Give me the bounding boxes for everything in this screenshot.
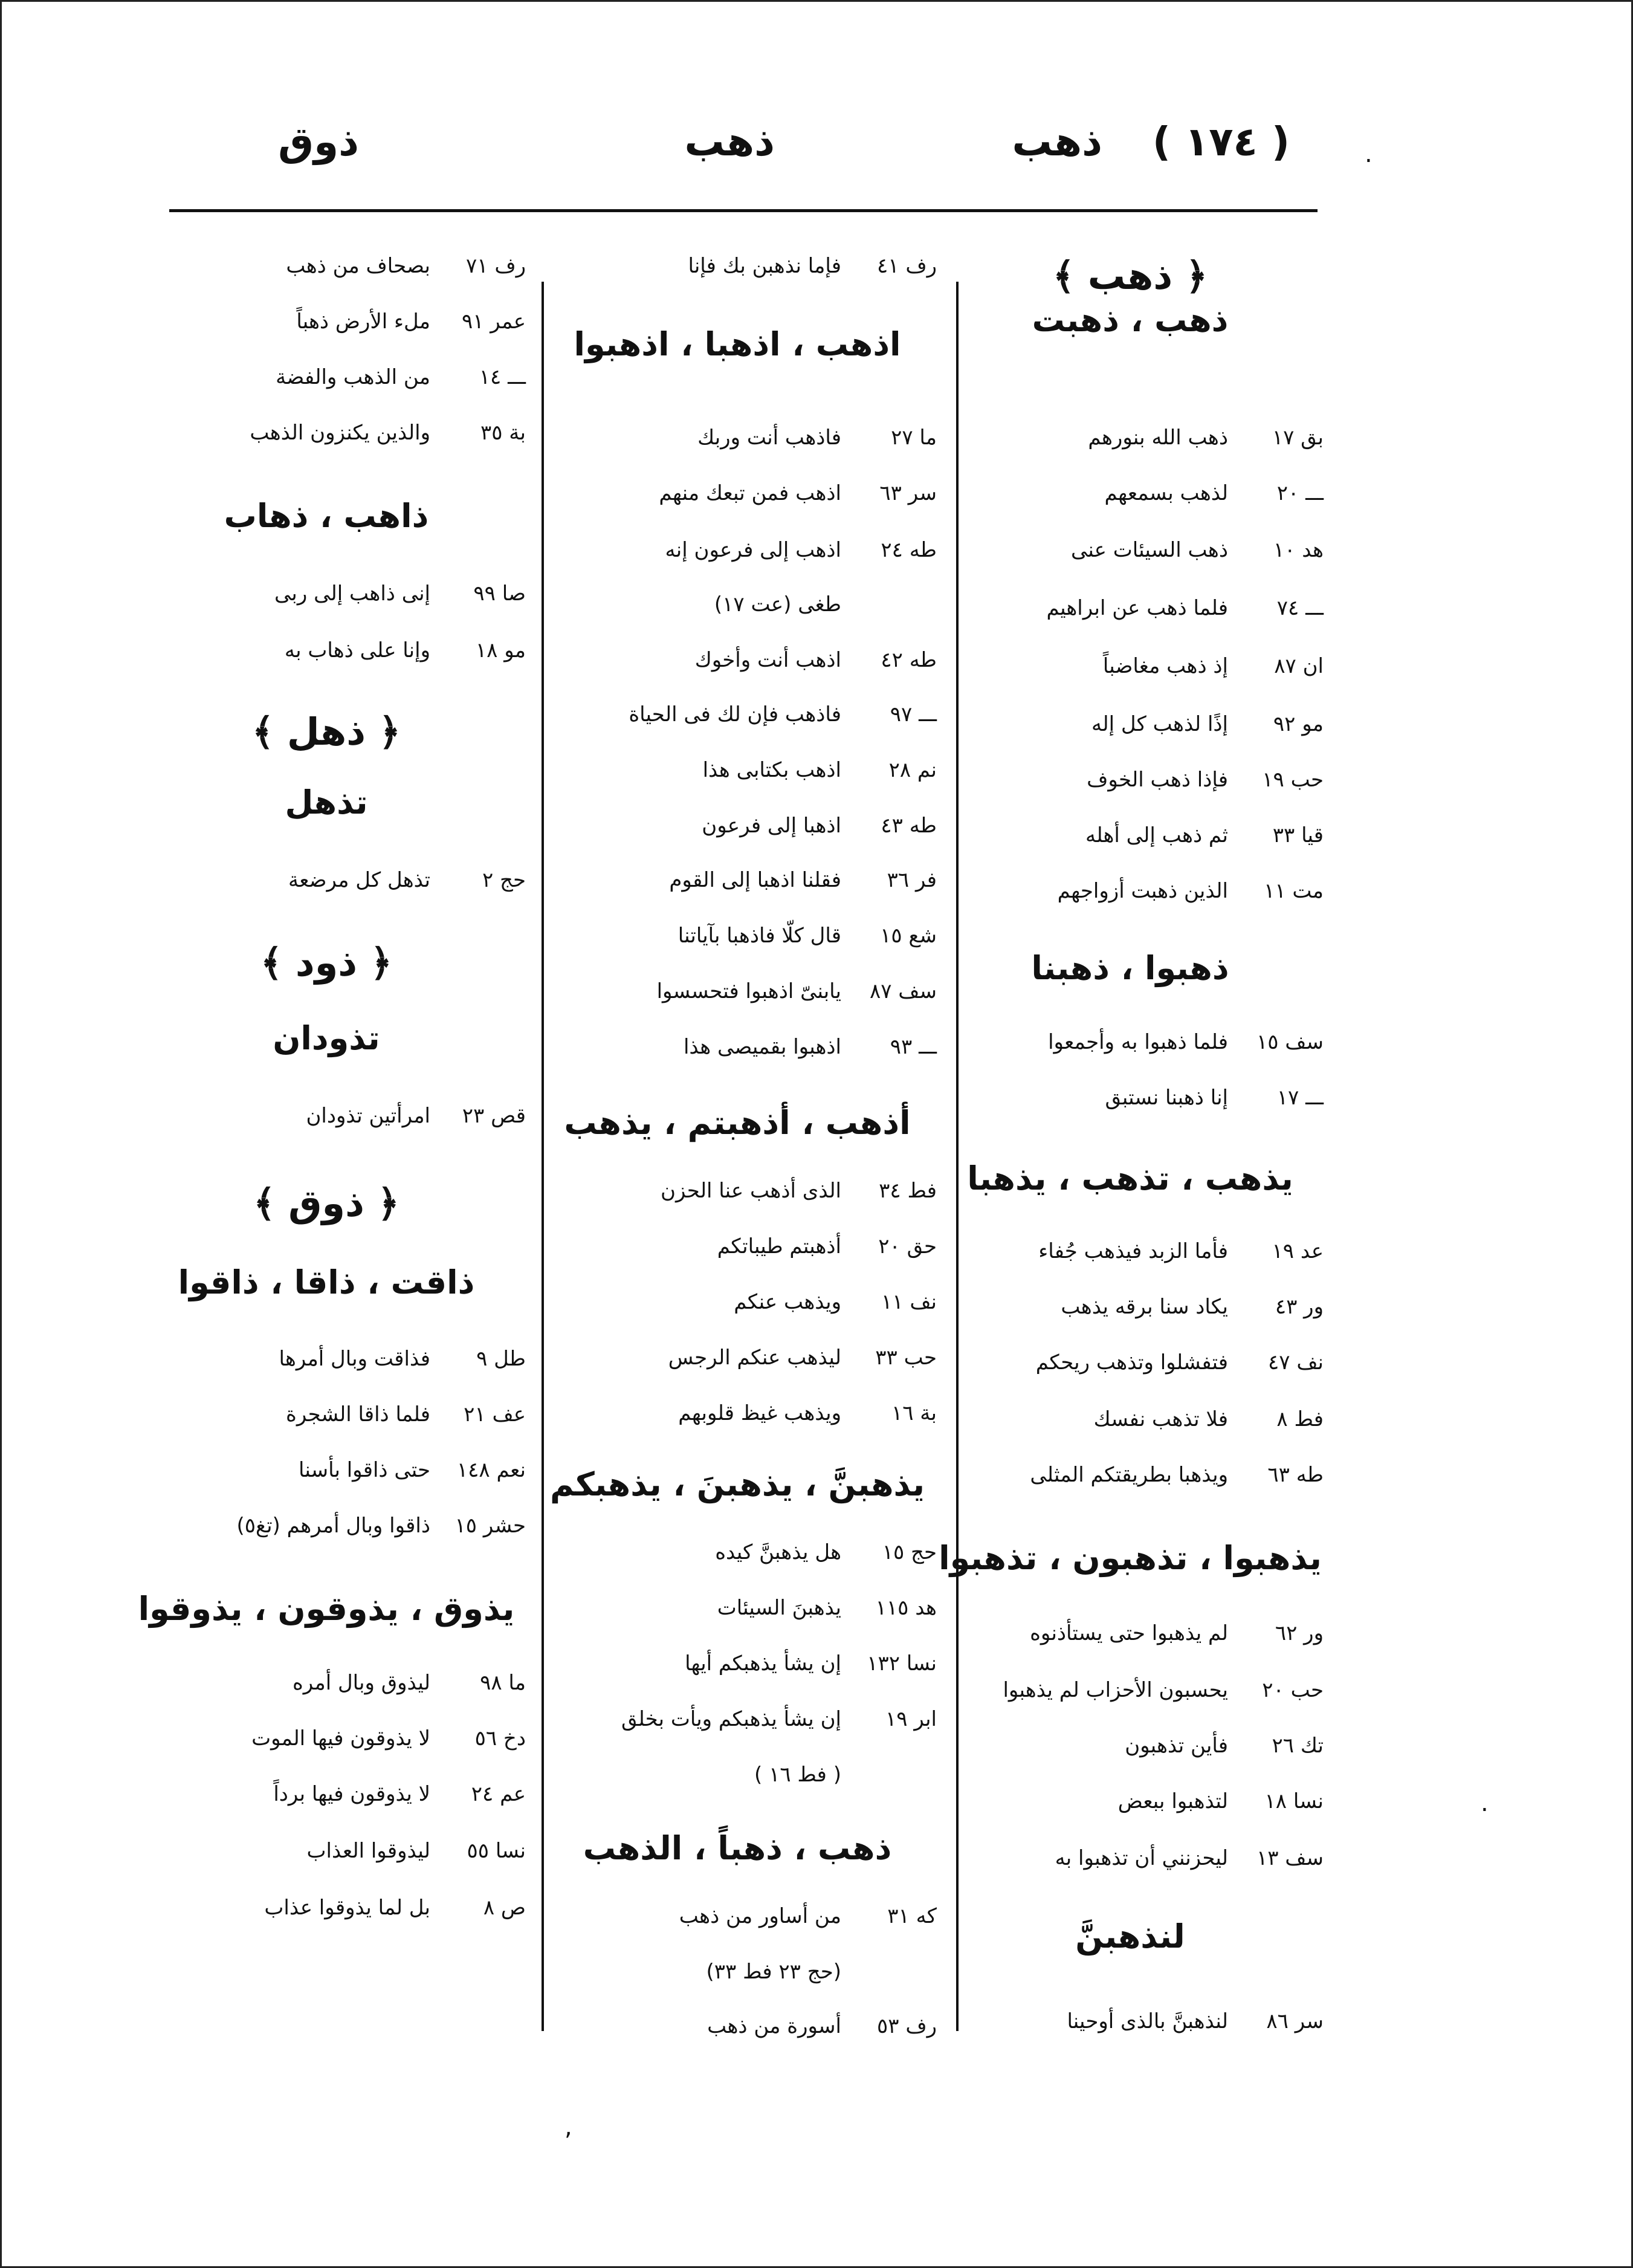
verse-reference: نم ٢٨ <box>888 758 937 782</box>
verse-text: فاذهب فإن لك فى الحياة <box>629 702 841 727</box>
verse-reference: سف ١٣ <box>1256 1846 1324 1870</box>
verse-text: إن يشأ يذهبكم أيها <box>685 1651 841 1676</box>
verse-reference: نسا ١٨ <box>1264 1789 1324 1813</box>
verse-reference: ـــ ٢٠ <box>1276 481 1324 505</box>
concordance-entry <box>538 979 937 1003</box>
verse-reference: ور ٤٣ <box>1275 1295 1324 1319</box>
concordance-entry <box>538 648 937 672</box>
verse-text: اذهب أنت وأخوك <box>694 648 841 672</box>
verse-text: لا يذوقون فيها برداً <box>273 1782 430 1806</box>
verse-reference: طه ٤٣ <box>881 814 937 838</box>
root-heading: ﴿ ذود ﴾ <box>260 941 392 985</box>
verse-reference: نسا ١٣٢ <box>867 1651 937 1676</box>
concordance-entry <box>127 1896 526 1920</box>
verse-reference: حق ٢٠ <box>878 1234 937 1259</box>
concordance-entry <box>937 823 1324 847</box>
verse-reference: نف ٤٧ <box>1268 1350 1324 1375</box>
verse-reference: عم ٢٤ <box>471 1782 526 1806</box>
verse-text: ليذهب عنكم الرجس <box>668 1346 841 1370</box>
verse-reference: تك ٢٦ <box>1272 1734 1324 1758</box>
verse-reference: سف ٨٧ <box>869 979 937 1003</box>
verse-reference: طه ٤٢ <box>881 648 937 672</box>
verse-text: فأما الزبد فيذهب جُفاء <box>1038 1239 1228 1263</box>
verse-text: فقلنا اذهبا إلى القوم <box>669 868 841 892</box>
form-heading: لنذهبنَّ <box>1075 1917 1185 1955</box>
verse-reference: بة ٣٥ <box>480 421 526 445</box>
root-heading: ﴿ ذهل ﴾ <box>252 710 401 754</box>
verse-text: اذهب إلى فرعون إنه <box>665 538 841 562</box>
verse-reference: ابر ١٩ <box>885 1707 937 1731</box>
verse-reference: مت ١١ <box>1264 879 1324 903</box>
header-root-center: ذهب <box>684 118 775 165</box>
verse-reference: شع ١٥ <box>880 924 937 948</box>
verse-reference: طل ٩ <box>476 1347 526 1371</box>
verse-reference: حج ٢ <box>482 868 526 892</box>
verse-reference: كه ٣١ <box>887 1904 937 1928</box>
concordance-entry <box>127 638 526 663</box>
header-rule <box>169 209 1318 212</box>
verse-text: ثم ذهب إلى أهله <box>1085 823 1228 847</box>
verse-text: امرأتين تذودان <box>306 1104 430 1128</box>
concordance-entry <box>127 1839 526 1863</box>
verse-text: يذهبنَ السيئات <box>717 1596 841 1620</box>
verse-text: فأين تذهبون <box>1125 1734 1228 1758</box>
verse-text: بل لما يذوقوا عذاب <box>264 1896 430 1920</box>
concordance-entry <box>127 1347 526 1371</box>
concordance-entry <box>937 538 1324 562</box>
verse-reference: عمر ٩١ <box>461 309 526 334</box>
verse-reference: حب ١٩ <box>1262 768 1324 792</box>
concordance-entry <box>538 924 937 948</box>
verse-text: يكاد سنا برقه يذهب <box>1061 1295 1228 1319</box>
verse-reference: حب ٣٣ <box>875 1346 937 1370</box>
verse-reference: ما ٢٧ <box>891 426 937 450</box>
form-heading: أذهب ، أذهبتم ، يذهب <box>564 1104 911 1142</box>
verse-text: فإما نذهبن بك فإنا <box>688 254 841 278</box>
concordance-entry <box>937 1239 1324 1263</box>
concordance-entry <box>127 868 526 892</box>
concordance-entry <box>127 421 526 445</box>
verse-text: ويذهب عنكم <box>734 1290 841 1314</box>
verse-reference: رف ٥٣ <box>876 2014 937 2038</box>
concordance-entry <box>937 426 1324 450</box>
concordance-entry <box>127 1782 526 1806</box>
verse-reference: ـــ ١٧ <box>1276 1086 1324 1110</box>
verse-reference: نعم ١٤٨ <box>456 1458 526 1482</box>
verse-text: بصحاف من ذهب <box>286 254 430 278</box>
entry-continuation: (حج ٢٣ فط ٣٣) <box>706 1960 841 1984</box>
verse-reference: رف ٧١ <box>465 254 526 278</box>
verse-reference: سف ١٥ <box>1256 1030 1324 1054</box>
verse-reference: رف ٤١ <box>876 254 937 278</box>
concordance-entry <box>937 1846 1324 1870</box>
verse-text: فتفشلوا وتذهب ريحكم <box>1035 1350 1228 1375</box>
verse-reference: قيا ٣٣ <box>1272 823 1324 847</box>
concordance-entry <box>538 481 937 505</box>
verse-text: ذهب الله بنورهم <box>1088 426 1228 450</box>
concordance-entry <box>538 1346 937 1370</box>
verse-text: أسورة من ذهب <box>707 2014 841 2038</box>
concordance-entry <box>538 1290 937 1314</box>
verse-text: حتى ذاقوا بأسنا <box>298 1458 430 1482</box>
verse-reference: ور ٦٢ <box>1275 1621 1324 1645</box>
concordance-entry <box>127 1402 526 1427</box>
concordance-entry <box>538 1707 937 1731</box>
verse-text: إذًا لذهب كل إله <box>1091 712 1228 736</box>
verse-reference: مو ٩٢ <box>1273 712 1324 736</box>
verse-text: ليحزنني أن تذهبوا به <box>1055 1846 1228 1870</box>
concordance-entry <box>127 1104 526 1128</box>
verse-text: اذهب بكتابى هذا <box>702 758 841 782</box>
verse-text: إن يشأ يذهبكم ويأت بخلق <box>621 1707 841 1731</box>
concordance-entry <box>937 654 1324 678</box>
verse-text: الذين ذهبت أزواجهم <box>1057 879 1228 903</box>
form-heading: يذهبوا ، تذهبون ، تذهبوا <box>939 1539 1322 1577</box>
concordance-entry <box>937 596 1324 620</box>
concordance-entry <box>538 1035 937 1059</box>
verse-reference: ـــ ٩٧ <box>890 702 937 727</box>
verse-reference: سر ٦٣ <box>879 481 937 505</box>
verse-reference: مو ١٨ <box>475 638 526 663</box>
concordance-entry <box>538 758 937 782</box>
verse-reference: عف ٢١ <box>464 1402 526 1427</box>
verse-reference: هد ١١٥ <box>875 1596 937 1620</box>
concordance-entry <box>538 1179 937 1203</box>
concordance-entry <box>937 2009 1324 2033</box>
concordance-entry <box>127 254 526 278</box>
verse-reference: حب ٢٠ <box>1262 1678 1324 1702</box>
verse-reference: فر ٣٦ <box>887 868 937 892</box>
verse-text: ليذوقوا العذاب <box>306 1839 430 1863</box>
verse-text: يابنىّ اذهبوا فتحسسوا <box>656 979 841 1003</box>
entry-continuation: ( فط ١٦ ) <box>754 1763 841 1787</box>
concordance-entry <box>127 1458 526 1482</box>
form-heading: يذهب ، تذهب ، يذهبا <box>967 1159 1293 1197</box>
verse-text: لذهب بسمعهم <box>1104 481 1228 505</box>
verse-text: إنا ذهبنا نستبق <box>1105 1086 1228 1110</box>
verse-text: فلما ذهب عن ابراهيم <box>1046 596 1228 620</box>
verse-reference: بق ١٧ <box>1272 426 1324 450</box>
concordance-entry <box>937 1678 1324 1702</box>
verse-text: والذين يكنزون الذهب <box>250 421 430 445</box>
concordance-entry <box>127 582 526 606</box>
concordance-entry <box>538 1651 937 1676</box>
verse-text: من أساور من ذهب <box>679 1904 841 1928</box>
concordance-entry <box>127 1726 526 1751</box>
verse-text: فاذهب أنت وربك <box>697 426 841 450</box>
form-heading: يذهبنَّ ، يذهبنَ ، يذهبكم <box>549 1465 925 1503</box>
margin-mark: . <box>1365 140 1373 168</box>
concordance-entry <box>937 1789 1324 1813</box>
verse-text: لم يذهبوا حتى يستأذنوه <box>1030 1621 1228 1645</box>
concordance-entry <box>538 868 937 892</box>
concordance-entry <box>538 1234 937 1259</box>
root-heading: ﴿ ذهب ﴾ <box>1052 254 1208 298</box>
verse-text: أذهبتم طيباتكم <box>717 1234 841 1259</box>
concordance-entry <box>937 1350 1324 1375</box>
concordance-entry <box>127 1671 526 1695</box>
form-heading: ذهبوا ، ذهبنا <box>1031 949 1229 987</box>
verse-text: إذ ذهب مغاضباً <box>1102 654 1228 678</box>
concordance-entry <box>538 1596 937 1620</box>
concordance-entry <box>937 1463 1324 1487</box>
concordance-entry <box>937 1030 1324 1054</box>
verse-reference: ان ٨٧ <box>1274 654 1324 678</box>
verse-reference: فط ٣٤ <box>879 1179 937 1203</box>
verse-text: قال كلّا فاذهبا بآياتنا <box>677 924 841 948</box>
verse-text: الذى أذهب عنا الحزن <box>661 1179 841 1203</box>
concordance-entry <box>937 1621 1324 1645</box>
concordance-entry <box>937 1086 1324 1110</box>
concordance-entry <box>538 2014 937 2038</box>
concordance-entry <box>937 712 1324 736</box>
verse-reference: ص ٨ <box>483 1896 526 1920</box>
verse-reference: ـــ ١٤ <box>479 365 526 389</box>
verse-text: اذهبوا بقميصى هذا <box>683 1035 841 1059</box>
concordance-entry <box>538 702 937 727</box>
verse-reference: حج ١٥ <box>882 1540 937 1564</box>
verse-reference: ما ٩٨ <box>480 1671 526 1695</box>
verse-text: اذهب فمن تبعك منهم <box>659 481 841 505</box>
form-heading: يذوق ، يذوقون ، يذوقوا <box>138 1590 515 1628</box>
verse-text: لنذهبنَّ بالذى أوحينا <box>1067 2009 1228 2033</box>
margin-mark: , <box>564 2113 572 2141</box>
verse-text: ويذهب غيظ قلوبهم <box>678 1401 841 1425</box>
verse-text: ويذهبا بطريقتكم المثلى <box>1030 1463 1228 1487</box>
concordance-entry <box>127 365 526 389</box>
verse-reference: فط ٨ <box>1276 1407 1324 1431</box>
verse-text: يحسبون الأحزاب لم يذهبوا <box>1003 1678 1228 1702</box>
verse-reference: نسا ٥٥ <box>467 1839 526 1863</box>
form-heading: تذودان <box>273 1019 380 1057</box>
page-number: ( ١٧٤ ) <box>1152 118 1290 165</box>
verse-reference: طه ٢٤ <box>881 538 937 562</box>
concordance-entry <box>127 309 526 334</box>
concordance-entry <box>538 1540 937 1564</box>
verse-text: اذهبا إلى فرعون <box>702 814 841 838</box>
concordance-entry <box>538 1401 937 1425</box>
verse-reference: طه ٦٣ <box>1267 1463 1324 1487</box>
verse-text: فلما ذهبوا به وأجمعوا <box>1048 1030 1228 1054</box>
verse-text: ذهب السيئات عنى <box>1071 538 1228 562</box>
margin-mark: . <box>1481 1789 1489 1817</box>
verse-text: تذهل كل مرضعة <box>288 868 430 892</box>
form-heading: ذاهب ، ذهاب <box>224 497 429 535</box>
concordance-entry <box>937 768 1324 792</box>
concordance-entry <box>937 481 1324 505</box>
concordance-entry <box>538 254 937 278</box>
verse-text: فلا تذهب نفسك <box>1093 1407 1228 1431</box>
verse-reference: ـــ ٩٣ <box>890 1035 937 1059</box>
verse-text: من الذهب والفضة <box>276 365 430 389</box>
verse-text: إنى ذاهب إلى ربى <box>274 582 430 606</box>
verse-reference: عد ١٩ <box>1272 1239 1324 1263</box>
verse-reference: نف ١١ <box>881 1290 937 1314</box>
verse-text: ليذوق وبال أمره <box>292 1671 430 1695</box>
verse-text: لا يذوقون فيها الموت <box>251 1726 430 1751</box>
verse-reference: ـــ ٧٤ <box>1276 596 1324 620</box>
concordance-entry <box>937 879 1324 903</box>
header-root-left: ذوق <box>278 118 359 165</box>
entry-continuation: طغى (عت ١٧) <box>714 592 841 617</box>
verse-text: وإنا على ذهاب به <box>284 638 430 663</box>
form-heading: ذهب ، ذهباً ، الذهب <box>583 1829 892 1867</box>
verse-text: فإذا ذهب الخوف <box>1087 768 1228 792</box>
verse-reference: صا ٩٩ <box>473 582 526 606</box>
concordance-entry <box>937 1734 1324 1758</box>
verse-text: ملء الأرض ذهباً <box>296 309 430 334</box>
concordance-entry <box>538 538 937 562</box>
concordance-entry <box>937 1407 1324 1431</box>
verse-text: ذاقوا وبال أمرهم (تغ٥) <box>236 1514 430 1538</box>
verse-reference: سر ٨٦ <box>1266 2009 1324 2033</box>
form-heading: اذهب ، اذهبا ، اذهبوا <box>574 325 901 363</box>
concordance-entry <box>937 1295 1324 1319</box>
form-heading: ذهب ، ذهبت <box>1032 301 1229 339</box>
concordance-entry <box>127 1514 526 1538</box>
form-heading: تذهل <box>285 783 368 821</box>
verse-text: هل يذهبنَّ كيده <box>715 1540 841 1564</box>
concordance-entry <box>538 426 937 450</box>
verse-reference: هد ١٠ <box>1273 538 1324 562</box>
form-heading: ذاقت ، ذاقا ، ذاقوا <box>178 1263 475 1301</box>
verse-reference: قص ٢٣ <box>462 1104 526 1128</box>
verse-text: لتذهبوا ببعض <box>1117 1789 1228 1813</box>
verse-reference: حشر ١٥ <box>454 1514 526 1538</box>
verse-text: فلما ذاقا الشجرة <box>286 1402 430 1427</box>
verse-text: فذاقت وبال أمرها <box>279 1347 430 1371</box>
concordance-entry <box>538 814 937 838</box>
concordance-entry <box>538 1904 937 1928</box>
root-heading: ﴿ ذوق ﴾ <box>253 1181 399 1225</box>
verse-reference: بة ١٦ <box>891 1401 937 1425</box>
header-root-right: ذهب <box>1012 118 1102 165</box>
verse-reference: دخ ٥٦ <box>474 1726 526 1751</box>
